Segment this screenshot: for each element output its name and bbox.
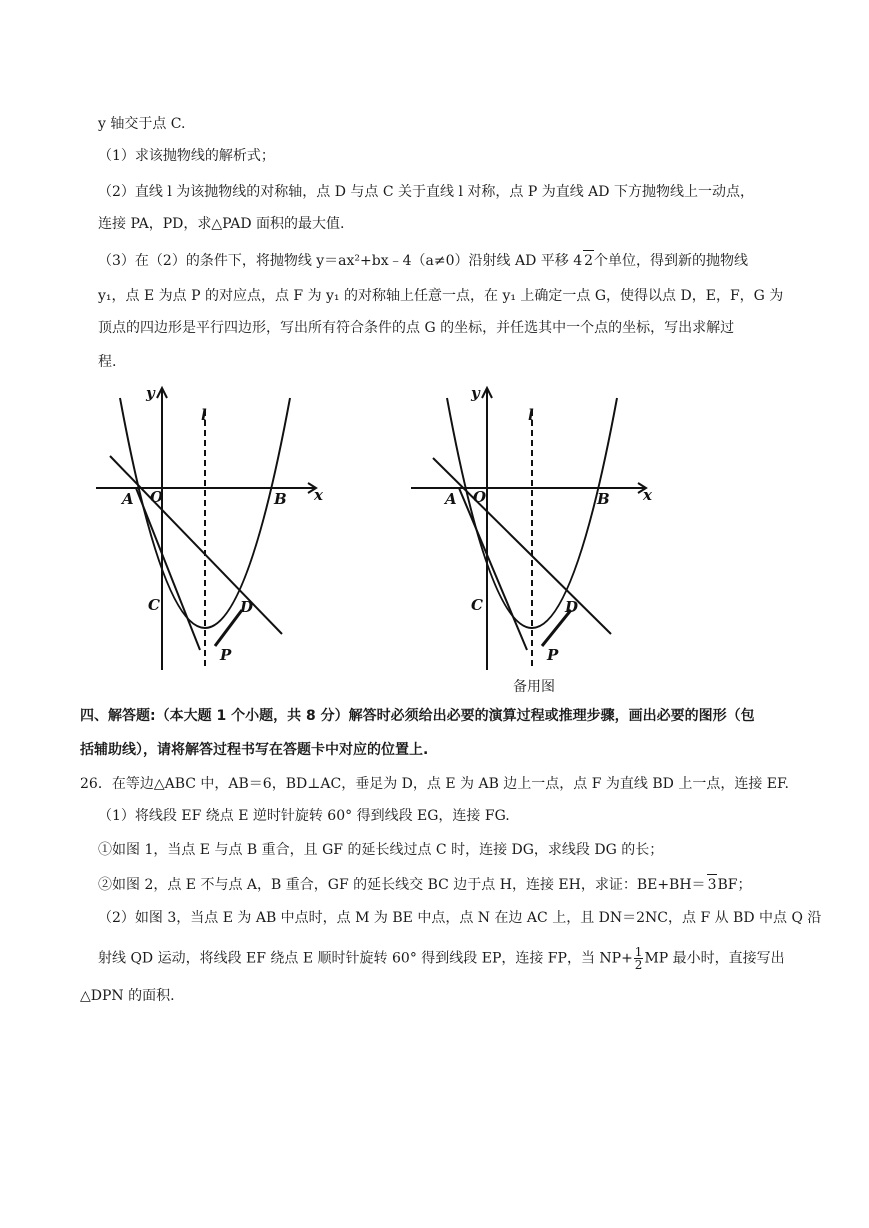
segment-AP bbox=[459, 488, 527, 650]
q25-part3-line4: 程. bbox=[98, 354, 117, 370]
q26-stem: 26．在等边△ABC 中，AB＝6，BD⊥AC，垂足为 D，点 E 为 AB 边上一点，点 F 为直线 BD 上一点，连接 EF. bbox=[80, 776, 789, 792]
figure2-caption: 备用图 bbox=[513, 679, 555, 695]
parabola-figure-1 bbox=[90, 378, 340, 678]
label-B: B bbox=[274, 490, 287, 508]
label-x: x bbox=[643, 486, 652, 504]
q26-part1b bbox=[98, 874, 752, 895]
q25-part2-line2: 连接 PA，PD，求△PAD 面积的最大值. bbox=[98, 216, 345, 232]
label-O: O bbox=[150, 488, 164, 506]
line-AD bbox=[433, 458, 611, 634]
section4-heading-line2: 括辅助线），请将解答过程书写在答题卡中对应的位置上. bbox=[80, 742, 429, 758]
q26-part2-text-a: 射线 QD 运动，将线段 EF 绕点 E 顺时针旋转 60° 得到线段 EP，连接 FP，当 NP+ bbox=[98, 950, 633, 967]
sqrt-3: 3 bbox=[707, 874, 718, 895]
parabola-figure-2 bbox=[405, 378, 655, 678]
label-x: x bbox=[314, 486, 323, 504]
q25-part3-text-a: （3）在（2）的条件下，将抛物线 y＝ax²+bx﹣4（a≠0）沿射线 AD 平移 4 bbox=[98, 253, 583, 269]
label-D: D bbox=[565, 598, 579, 616]
q25-part1: （1）求该抛物线的解析式； bbox=[98, 148, 275, 164]
segment-AP bbox=[136, 488, 200, 650]
fraction-denominator: 2 bbox=[634, 958, 643, 972]
q26-part2-line3: △DPN 的面积. bbox=[80, 988, 175, 1004]
q25-part3-text-b: 个单位，得到新的抛物线 bbox=[594, 253, 749, 269]
label-P: P bbox=[220, 646, 232, 664]
q26-part2-line1: （2）如图 3，当点 E 为 AB 中点时，点 M 为 BE 中点，点 N 在边 AC 上，且 DN＝2NC，点 F 从 BD 中点 Q 沿 bbox=[98, 910, 822, 926]
q26-part2-line2 bbox=[98, 946, 785, 971]
label-B: B bbox=[597, 490, 610, 508]
label-l: l bbox=[528, 406, 534, 424]
fraction-numerator: 1 bbox=[634, 945, 643, 959]
q26-part1b-text-a: ②如图 2，点 E 不与点 A，B 重合，GF 的延长线交 BC 边于点 H，连接 EH，求证：BE+BH＝ bbox=[98, 877, 706, 893]
section4-heading-line1: 四、解答题:（本大题 1 个小题，共 8 分）解答时必须给出必要的演算过程或推理步骤，画出必要的图形（包 bbox=[80, 708, 755, 724]
label-D: D bbox=[240, 598, 254, 616]
label-y: y bbox=[471, 384, 480, 402]
label-y: y bbox=[146, 384, 155, 402]
q26-part1: （1）将线段 EF 绕点 E 逆时针旋转 60° 得到线段 EG，连接 FG. bbox=[98, 808, 510, 824]
label-O: O bbox=[473, 488, 487, 506]
q25-part2-line1: （2）直线 l 为该抛物线的对称轴，点 D 与点 C 关于直线 l 对称，点 P 为直线 AD 下方抛物线上一动点， bbox=[98, 184, 754, 200]
q25-part3-line2: y₁，点 E 为点 P 的对应点，点 F 为 y₁ 的对称轴上任意一点，在 y₁ 上确定一点 G，使得以点 D，E，F，G 为 bbox=[98, 288, 784, 304]
label-P: P bbox=[547, 646, 559, 664]
q26-part2-text-b: MP 最小时，直接写出 bbox=[644, 950, 785, 967]
q26-part1b-text-b: BF； bbox=[717, 877, 752, 893]
label-l: l bbox=[201, 406, 207, 424]
segment-PD bbox=[215, 610, 242, 646]
q25-part3-line1 bbox=[98, 250, 748, 271]
label-C: C bbox=[148, 596, 160, 614]
sqrt-2: 2 bbox=[583, 250, 594, 271]
label-C: C bbox=[471, 596, 483, 614]
label-A: A bbox=[445, 490, 457, 508]
fraction-one-half bbox=[634, 946, 644, 971]
label-A: A bbox=[122, 490, 134, 508]
q25-part3-line3: 顶点的四边形是平行四边形，写出所有符合条件的点 G 的坐标，并任选其中一个点的坐标，写出求解过 bbox=[98, 320, 735, 336]
q26-part1a: ①如图 1，当点 E 与点 B 重合，且 GF 的延长线过点 C 时，连接 DG，求线段 DG 的长； bbox=[98, 842, 664, 858]
intro-line: y 轴交于点 C. bbox=[98, 116, 186, 132]
